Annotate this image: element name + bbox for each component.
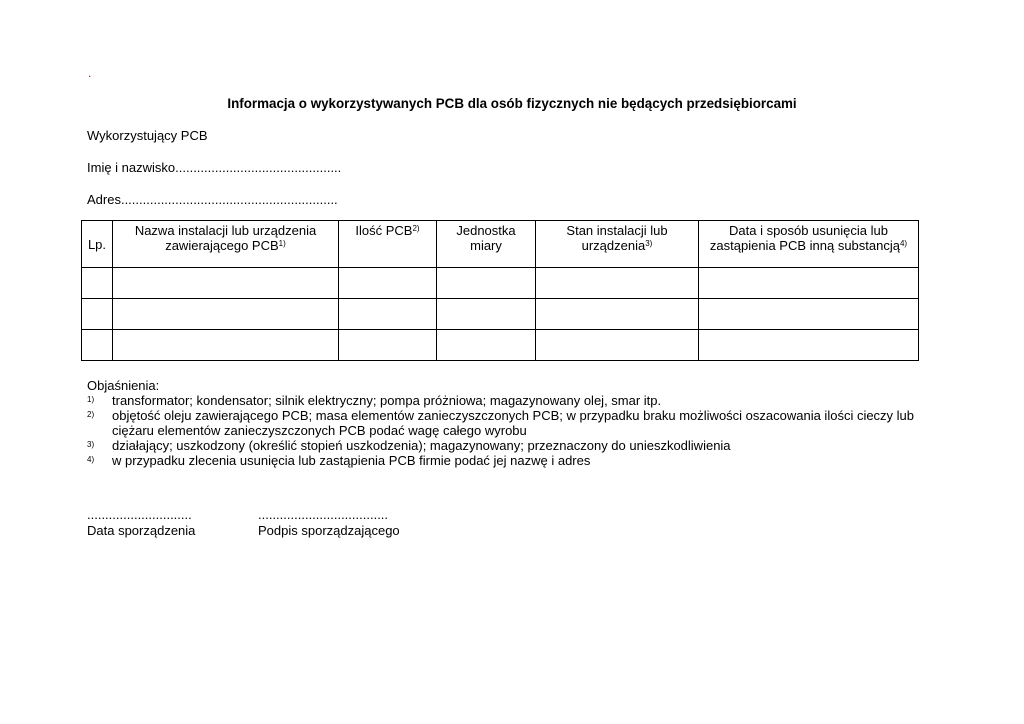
table-cell[interactable] bbox=[113, 299, 339, 330]
table-cell[interactable] bbox=[113, 268, 339, 299]
note-item bbox=[87, 393, 947, 408]
page-title: Informacja o wykorzystywanych PCB dla osób fizycznych nie będących przedsiębiorcami bbox=[227, 96, 797, 111]
table-cell[interactable] bbox=[437, 330, 536, 361]
table-cell[interactable] bbox=[536, 299, 699, 330]
table-cell[interactable] bbox=[339, 330, 437, 361]
date-label: Data sporządzenia bbox=[87, 523, 196, 538]
table-row bbox=[82, 330, 919, 361]
signature-label: Podpis sporządzającego bbox=[258, 523, 400, 538]
signature-dots: .................................... bbox=[258, 507, 389, 522]
header-state: Stan instalacji lub urządzenia$^{3)}$ bbox=[536, 221, 699, 268]
table-cell[interactable] bbox=[699, 299, 919, 330]
user-label: Wykorzystujący PCB bbox=[87, 128, 208, 143]
note-item bbox=[87, 438, 947, 453]
red-dot-marker: . bbox=[88, 66, 92, 80]
table-cell[interactable] bbox=[536, 268, 699, 299]
note-number: 1) bbox=[87, 395, 95, 404]
table-cell[interactable] bbox=[437, 299, 536, 330]
table-cell[interactable] bbox=[437, 268, 536, 299]
header-lp: Lp. bbox=[82, 221, 113, 268]
table-cell[interactable] bbox=[82, 330, 113, 361]
date-dots: ............................. bbox=[87, 507, 192, 522]
note-number: 2) bbox=[87, 410, 95, 419]
note-number: 4) bbox=[87, 455, 95, 464]
note-item bbox=[87, 408, 947, 438]
table-row bbox=[82, 299, 919, 330]
table-cell[interactable] bbox=[699, 330, 919, 361]
notes-heading: Objaśnienia: bbox=[87, 378, 160, 393]
table-cell[interactable] bbox=[536, 330, 699, 361]
note-text: w przypadku zlecenia usunięcia lub zastąpienia PCB firmie podać jej nazwę i adres bbox=[112, 453, 591, 468]
table-cell[interactable] bbox=[113, 330, 339, 361]
notes-section bbox=[87, 378, 947, 468]
pcb-table bbox=[81, 220, 919, 361]
note-text: transformator; kondensator; silnik elektryczny; pompa próżniowa; magazynowany olej, smar itp. bbox=[112, 393, 662, 408]
header-quantity: Ilość PCB$^{2)}$ bbox=[339, 221, 437, 268]
table-cell[interactable] bbox=[82, 268, 113, 299]
table-cell[interactable] bbox=[699, 268, 919, 299]
header-unit: Jednostka miary bbox=[437, 221, 536, 268]
signature-block bbox=[258, 507, 400, 539]
table-cell[interactable] bbox=[82, 299, 113, 330]
table-cell[interactable] bbox=[339, 299, 437, 330]
header-installation: Nazwa instalacji lub urządzenia zawierającego PCB$^{1)}$ bbox=[113, 221, 339, 268]
name-field: Imię i nazwisko.............................................. bbox=[87, 160, 342, 175]
table-header-row bbox=[82, 221, 919, 268]
table-row bbox=[82, 268, 919, 299]
note-item bbox=[87, 453, 947, 468]
table-cell[interactable] bbox=[339, 268, 437, 299]
address-field: Adres............................................................ bbox=[87, 192, 338, 207]
note-number: 3) bbox=[87, 440, 95, 449]
header-removal: Data i sposób usunięcia lub zastąpienia PCB inną substancją$^{4)}$ bbox=[699, 221, 919, 268]
note-text: objętość oleju zawierającego PCB; masa elementów zanieczyszczonych PCB; w przypadku braku możliwości oszacowania ilości cieczy lub ciężaru elementów zanieczyszczonych PCB podać wagę całego wyrobu bbox=[112, 408, 915, 438]
note-text: działający; uszkodzony (określić stopień uszkodzenia); magazynowany; przeznaczony do unieszkodliwienia bbox=[112, 438, 731, 453]
date-signature-block bbox=[87, 507, 195, 539]
